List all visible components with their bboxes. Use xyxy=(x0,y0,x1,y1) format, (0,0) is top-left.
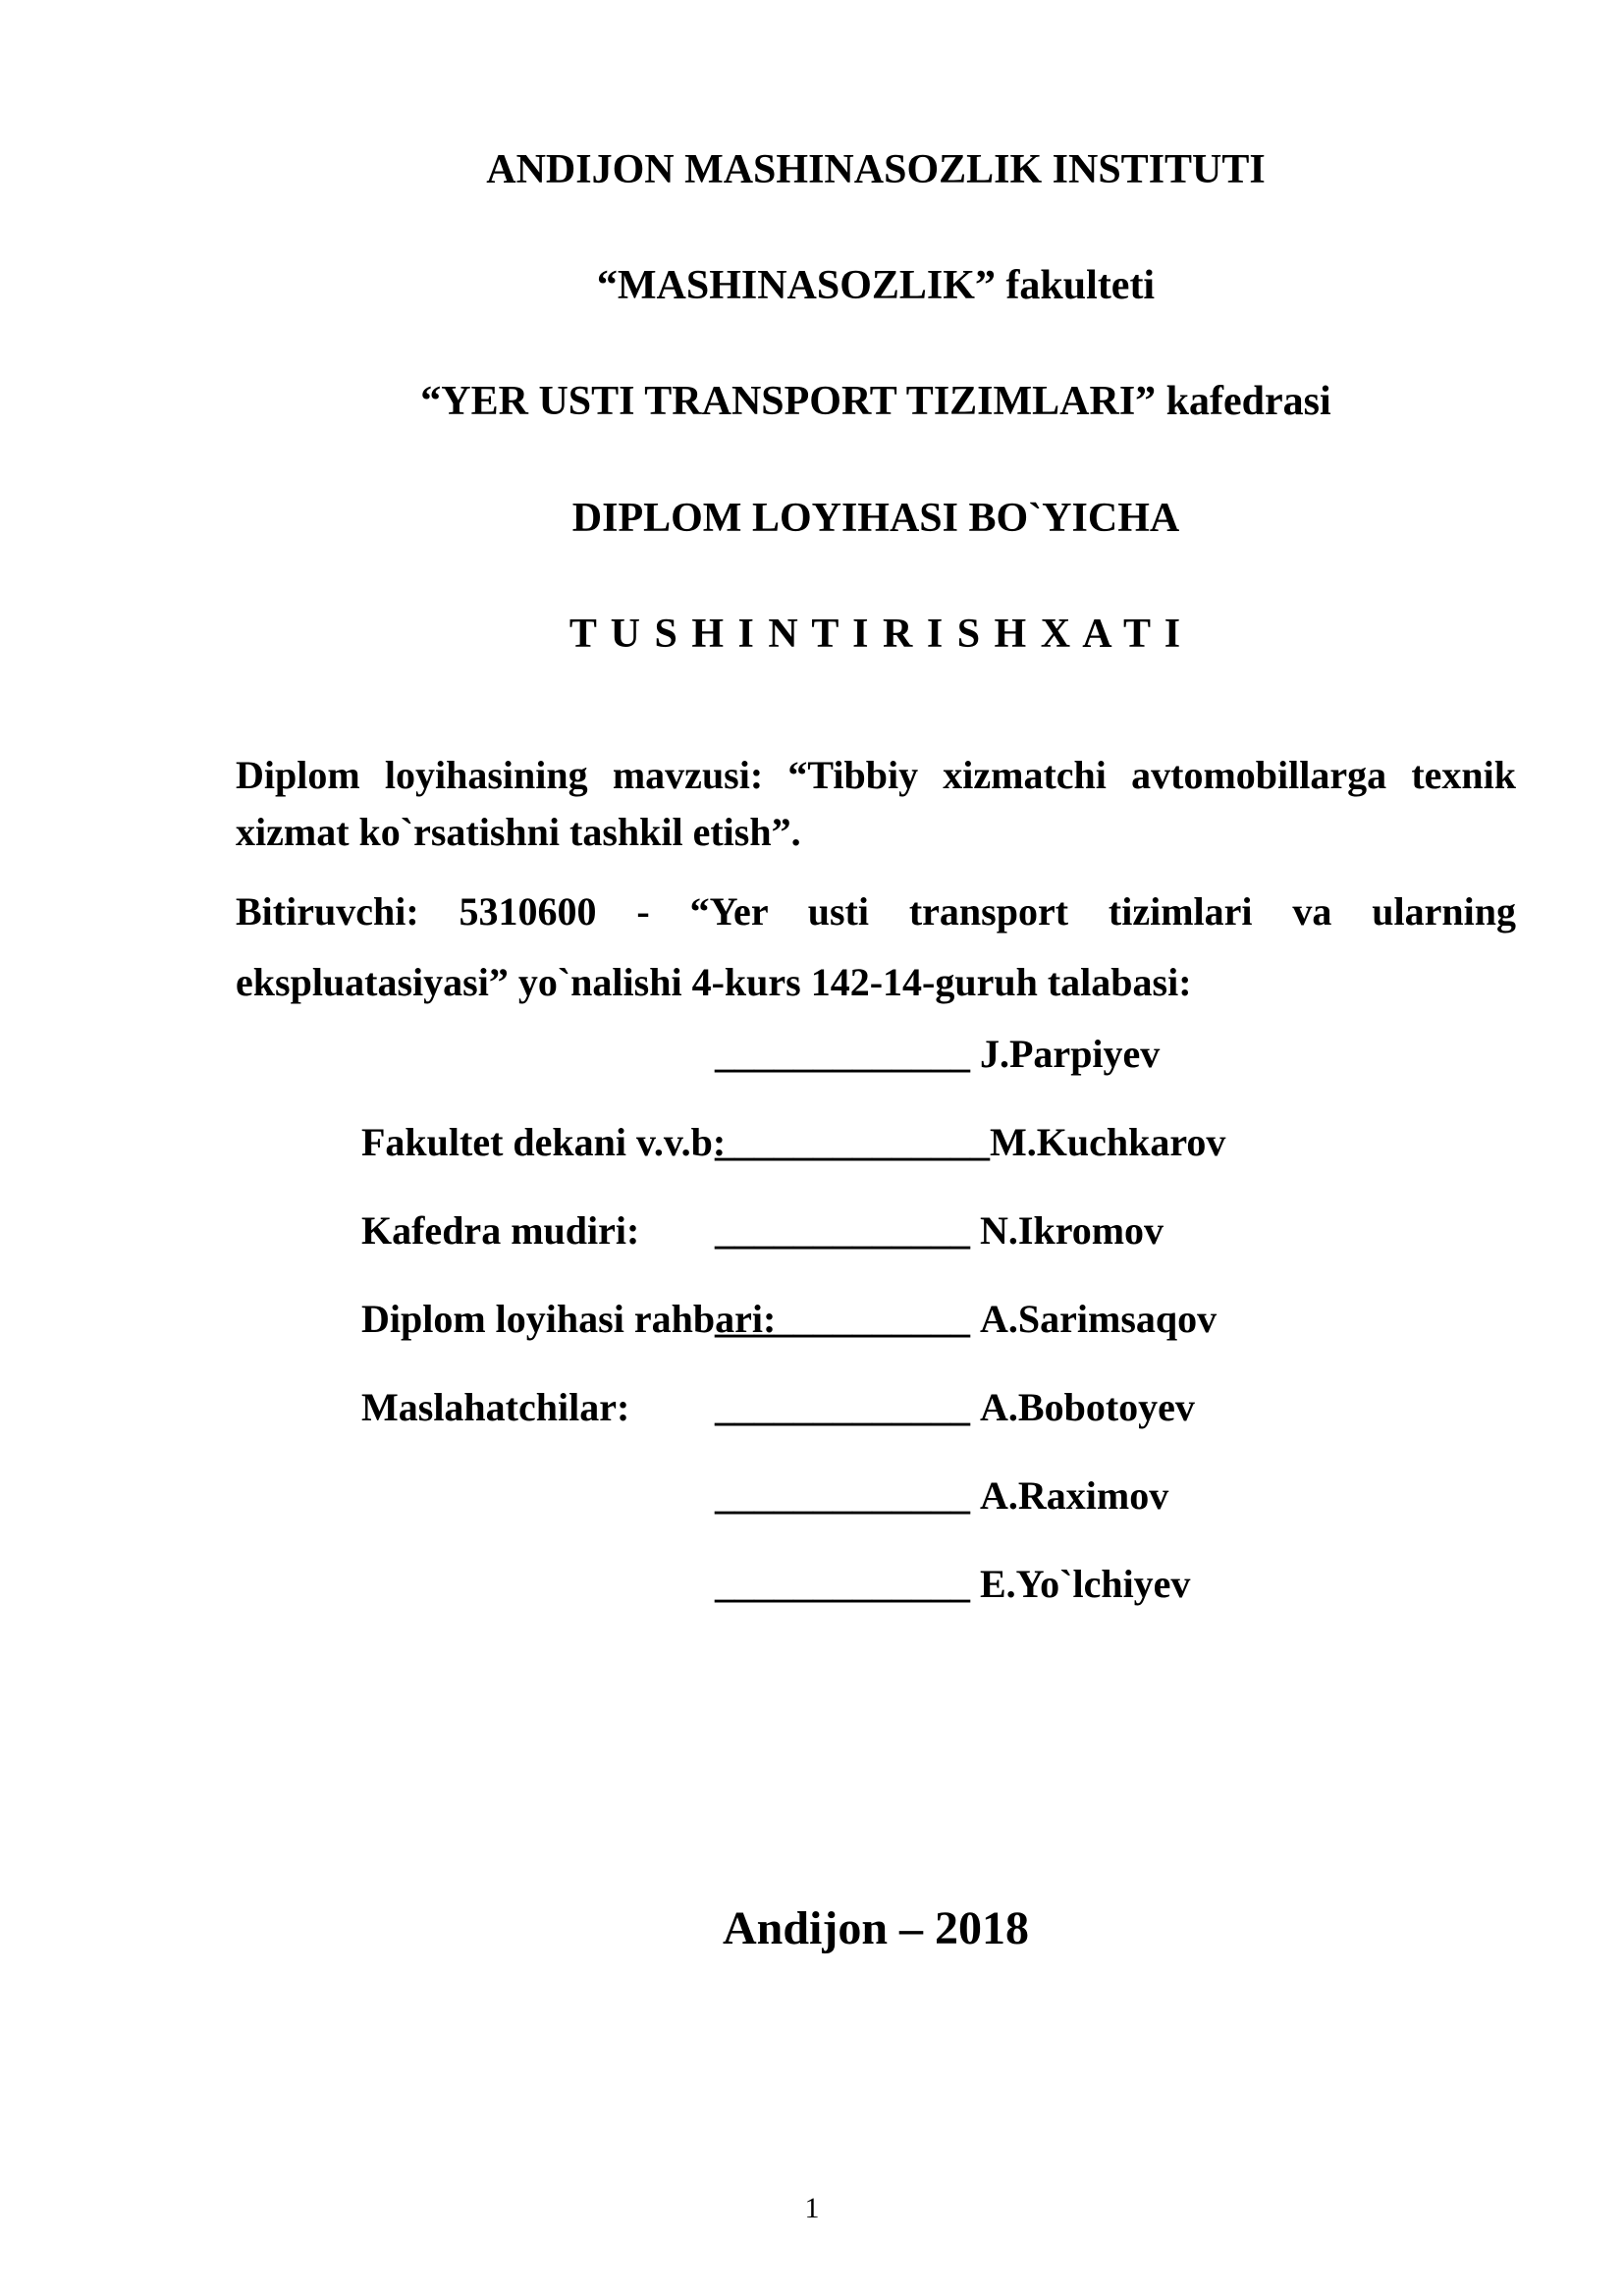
institute-name: ANDIJON MASHINASOZLIK INSTITUTI xyxy=(486,147,1266,192)
signature-line: ______________ xyxy=(715,1119,990,1164)
signature-row-student xyxy=(236,1032,1516,1077)
signature-row-consultant-2 xyxy=(236,1473,1516,1519)
student-paragraph: Bitiruvchi: 5310600 - “Yer usti transport tizimlari va ularning ekspluatasiyasi” yo`nalishi 4-kurs 142-14-guruh talabasi: xyxy=(236,888,1516,1004)
signature-role-label: Fakultet dekani v.v.b: xyxy=(361,1119,727,1164)
city-year: Andijon – 2018 xyxy=(722,1901,1030,1954)
signature-role-label: Maslahatchilar: xyxy=(361,1384,630,1429)
signature-name: E.Yo`lchiyev xyxy=(980,1561,1191,1606)
signature-name: A.Bobotoyev xyxy=(980,1384,1195,1429)
signature-role-label: Kafedra mudiri: xyxy=(361,1207,640,1253)
topic-paragraph: Diplom loyihasining mavzusi: “Tibbiy xizmatchi avtomobillarga texnik xizmat ko`rsatishni tashkil etish”. xyxy=(236,752,1516,854)
signature-line: _____________ xyxy=(715,1472,970,1518)
signature-line: _____________ xyxy=(715,1031,970,1076)
page-number: 1 xyxy=(804,2192,820,2224)
department-name: “YER USTI TRANSPORT TIZIMLARI” kafedrasi xyxy=(420,379,1331,425)
document-subtitle: T U S H I N T I R I S H X A T I xyxy=(568,611,1183,657)
signature-name: N.Ikromov xyxy=(980,1207,1164,1253)
signature-row-consultant-3 xyxy=(236,1562,1516,1607)
signature-role-label: Diplom loyihasi rahbari: xyxy=(361,1296,777,1341)
signature-name: J.Parpiyev xyxy=(980,1031,1161,1076)
document-title: DIPLOM LOYIHASI BO`YICHA xyxy=(571,495,1180,541)
signature-name: A.Raximov xyxy=(980,1472,1169,1518)
signature-row-department-head xyxy=(236,1208,1516,1254)
signature-row-consultant-1 xyxy=(236,1385,1516,1430)
signature-name: M.Kuchkarov xyxy=(990,1119,1226,1164)
signature-row-supervisor xyxy=(236,1297,1516,1342)
faculty-name: “MASHINASOZLIK” fakulteti xyxy=(596,263,1156,309)
signature-block xyxy=(236,1032,1516,1607)
signature-line: _____________ xyxy=(715,1296,970,1341)
signature-line: _____________ xyxy=(715,1561,970,1606)
signature-line: _____________ xyxy=(715,1384,970,1429)
signature-name: A.Sarimsaqov xyxy=(980,1296,1218,1341)
signature-row-dean xyxy=(236,1120,1516,1165)
signature-line: _____________ xyxy=(715,1207,970,1253)
